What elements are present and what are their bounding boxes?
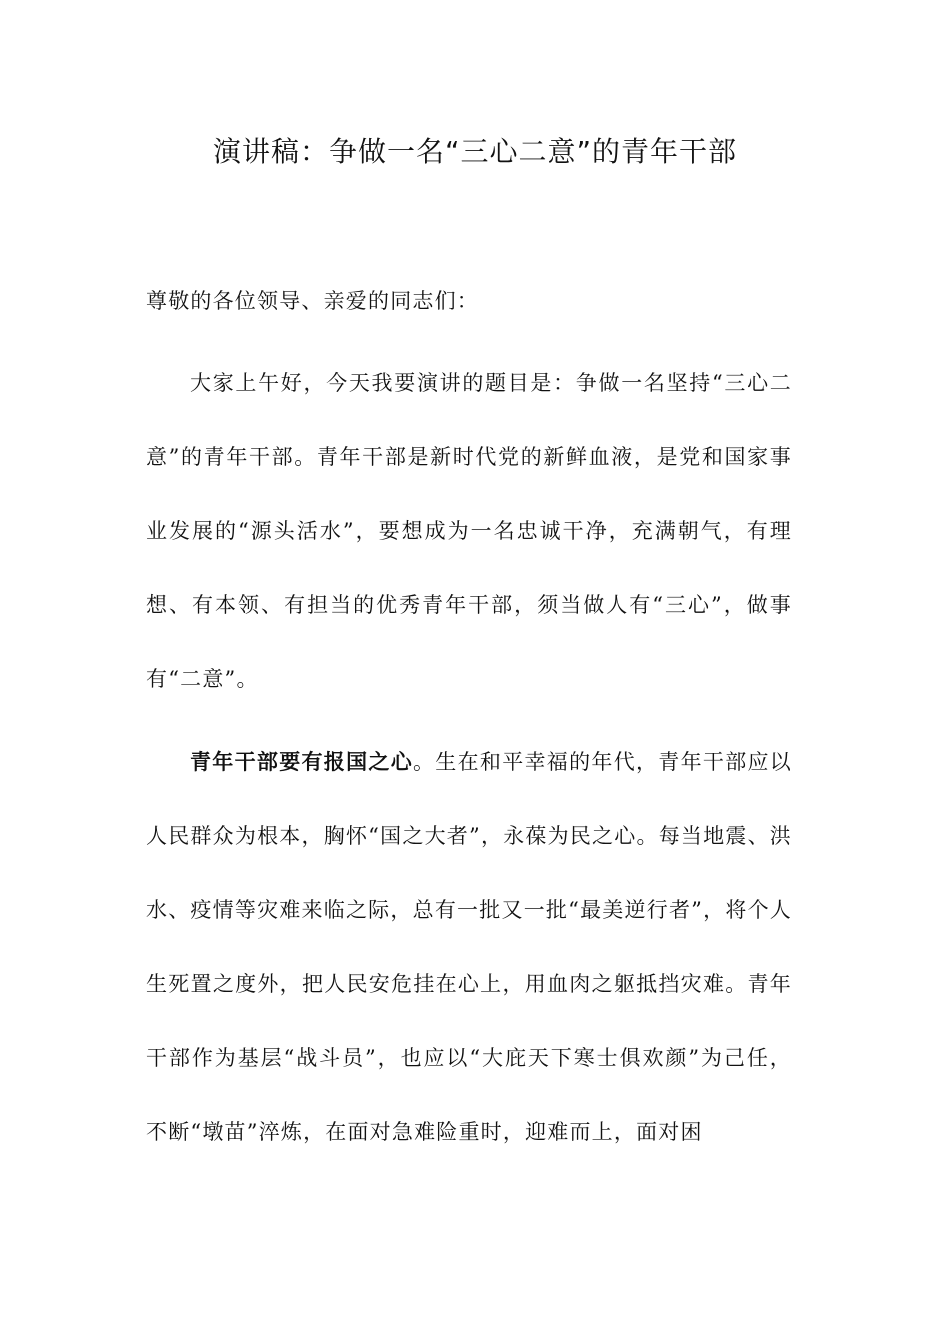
paragraph-intro: 大家上午好，今天我要演讲的题目是：争做一名坚持“三心二意”的青年干部。青年干部是新时代党的新鲜血液，是党和国家事业发展的“源头活水”，要想成为一名忠诚干净，充满朝气，有理想、有本领、有担当的优秀青年干部，须当做人有“三心”，做事有“二意”。	[146, 371, 792, 691]
paragraph-patriotism	[146, 725, 792, 1169]
document-title: 演讲稿：争做一名“三心二意”的青年干部	[212, 135, 737, 168]
paragraph-body: 。生在和平幸福的年代，青年干部应以人民群众为根本，胸怀“国之大者”，永葆为民之心。每当地震、洪水、疫情等灾难来临之际，总有一批又一批“最美逆行者”，将个人生死置之度外，把人民安危挂在心上，用血肉之躯抵挡灾难。青年干部作为基层“战斗员”，也应以“大庇天下寒士俱欢颜”为己任，不断“墩苗”淬炼，在面对急难险重时，迎难而上，面对困	[146, 750, 792, 1144]
paragraph-lead-heading: 青年干部要有报国之心	[190, 750, 413, 774]
salutation: 尊敬的各位领导、亲爱的同志们：	[146, 289, 479, 313]
